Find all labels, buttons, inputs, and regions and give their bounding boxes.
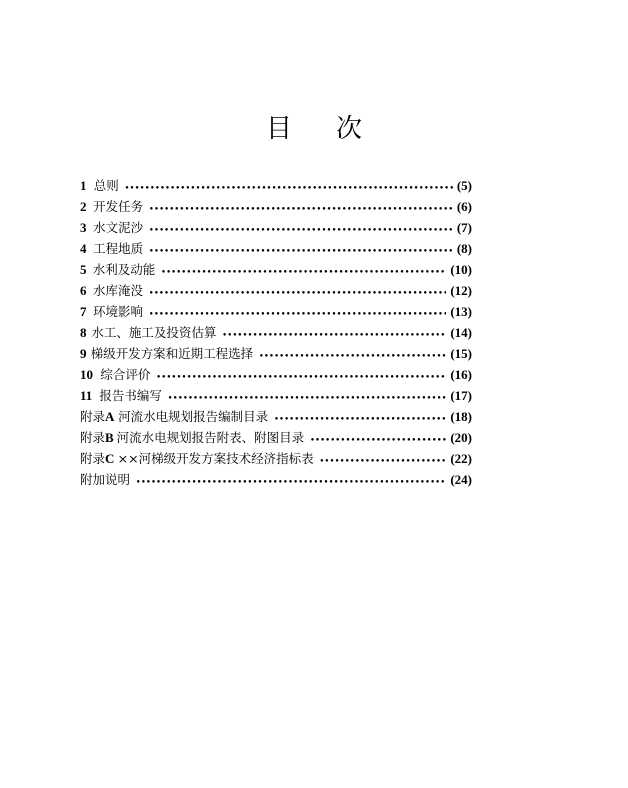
toc-entry-8[interactable] xyxy=(80,322,472,343)
title-char-1: 目 xyxy=(265,114,292,144)
toc-title: 水文泥沙 xyxy=(93,220,144,235)
toc-title: 河流水电规划报告编制目录 xyxy=(118,409,269,424)
toc-number: 4 xyxy=(80,241,87,256)
toc-title: 梯级开发方案和近期工程选择 xyxy=(90,346,254,361)
toc-entry-5[interactable] xyxy=(80,259,472,280)
leader-dots xyxy=(320,449,447,471)
toc-entry-appendix-a[interactable] xyxy=(80,406,472,427)
toc-number: 11 xyxy=(80,388,93,403)
toc-title: 开发任务 xyxy=(93,199,144,214)
toc-prefix: 附录 xyxy=(80,451,106,466)
leader-dots xyxy=(310,428,446,450)
toc-page: (18) xyxy=(450,409,472,424)
toc-page: (6) xyxy=(456,199,472,214)
toc-number: C xyxy=(105,451,115,466)
toc-title: 附加说明 xyxy=(80,472,131,487)
toc-title: 工程地质 xyxy=(93,241,144,256)
leader-dots xyxy=(149,281,446,303)
toc-page: (16) xyxy=(450,367,472,382)
toc-page: (10) xyxy=(450,262,472,277)
toc-page: (13) xyxy=(450,304,472,319)
toc-title: 水工、施工及投资估算 xyxy=(91,325,217,340)
toc-number: 9 xyxy=(80,346,87,361)
toc-number: 2 xyxy=(80,199,87,214)
toc-number: 7 xyxy=(80,304,87,319)
toc-page: (20) xyxy=(450,430,472,445)
toc-page: (17) xyxy=(450,388,472,403)
page-title xyxy=(0,112,628,146)
toc-number: 8 xyxy=(80,325,87,340)
toc-title: 综合评价 xyxy=(100,367,151,382)
toc-number: 6 xyxy=(80,283,87,298)
leader-dots xyxy=(168,386,446,408)
toc-number: 1 xyxy=(80,178,87,193)
leader-dots xyxy=(125,176,453,198)
toc-title: ××河梯级开发方案技术经济指标表 xyxy=(117,451,314,466)
toc-number: A xyxy=(105,409,115,424)
leader-dots xyxy=(149,197,453,219)
leader-dots xyxy=(156,365,446,387)
toc-title: 水库淹没 xyxy=(93,283,144,298)
toc-number: 5 xyxy=(80,262,87,277)
toc-page: (5) xyxy=(456,178,472,193)
leader-dots xyxy=(259,344,446,366)
toc-page: (15) xyxy=(450,346,472,361)
toc-page: (7) xyxy=(456,220,472,235)
toc-entry-10[interactable] xyxy=(80,364,472,385)
toc-entry-1[interactable] xyxy=(80,175,472,196)
title-char-2: 次 xyxy=(336,114,363,144)
toc-number: 10 xyxy=(80,367,93,382)
leader-dots xyxy=(161,260,446,282)
toc-page: (8) xyxy=(456,241,472,256)
toc-number: 3 xyxy=(80,220,87,235)
toc-page: (12) xyxy=(450,283,472,298)
toc-prefix: 附录 xyxy=(80,409,106,424)
leader-dots xyxy=(222,323,446,345)
toc-entry-2[interactable] xyxy=(80,196,472,217)
leader-dots xyxy=(149,218,453,240)
leader-dots xyxy=(274,407,446,429)
toc-entry-appendix-c[interactable] xyxy=(80,448,472,469)
toc-title: 环境影响 xyxy=(93,304,144,319)
toc-page: (24) xyxy=(450,472,472,487)
toc-title: 河流水电规划报告附表、附图目录 xyxy=(116,430,305,445)
leader-dots xyxy=(149,239,453,261)
toc-page: (22) xyxy=(450,451,472,466)
toc-entry-9[interactable] xyxy=(80,343,472,364)
leader-dots xyxy=(149,302,446,324)
leader-dots xyxy=(136,470,446,492)
table-of-contents xyxy=(80,175,472,490)
toc-entry-6[interactable] xyxy=(80,280,472,301)
toc-entry-3[interactable] xyxy=(80,217,472,238)
toc-page: (14) xyxy=(450,325,472,340)
toc-title: 总则 xyxy=(93,178,119,193)
toc-entry-11[interactable] xyxy=(80,385,472,406)
toc-title: 报告书编写 xyxy=(99,388,162,403)
toc-entry-4[interactable] xyxy=(80,238,472,259)
toc-entry-additional-notes[interactable] xyxy=(80,469,472,490)
toc-entry-appendix-b[interactable] xyxy=(80,427,472,448)
toc-prefix: 附录 xyxy=(80,430,106,445)
toc-entry-7[interactable] xyxy=(80,301,472,322)
toc-title: 水利及动能 xyxy=(92,262,156,277)
toc-number: B xyxy=(105,430,114,445)
